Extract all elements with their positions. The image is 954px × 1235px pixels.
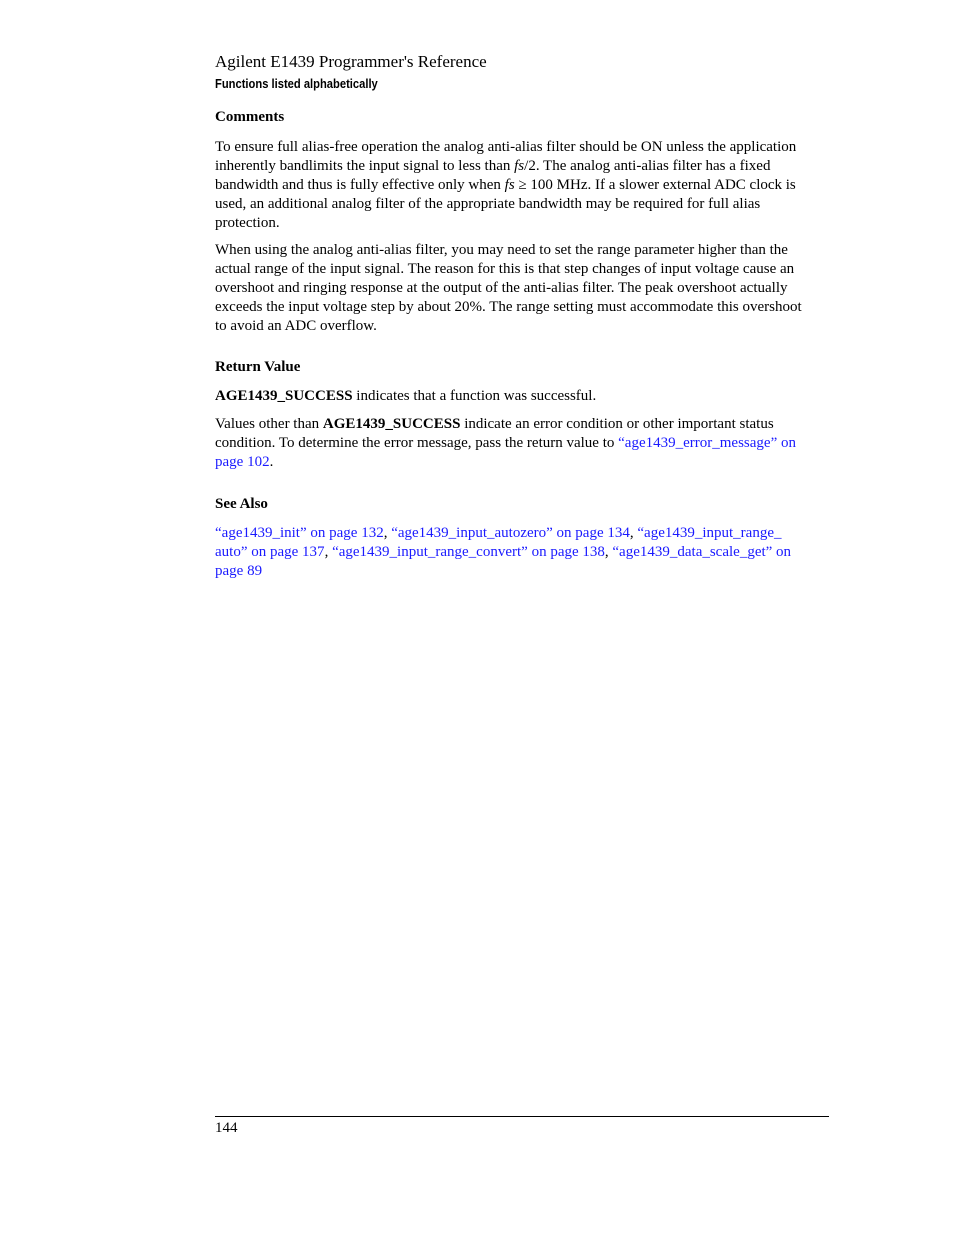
link-error-message-page[interactable]: page 102	[215, 454, 270, 470]
link-data-scale-get[interactable]: “age1439_data_scale_get” on	[612, 544, 792, 560]
see-also-heading: See Also	[215, 496, 268, 512]
footer-divider	[215, 1116, 829, 1117]
link-input-autozero[interactable]: “age1439_input_autozero” on page 134	[391, 525, 630, 541]
link-data-scale-get-page[interactable]: page 89	[215, 563, 263, 579]
comments-paragraph-1: To ensure full alias-free operation the analog anti-alias filter should be ON unless the application inherently bandlimits the input signal to less than fs/2. The analog anti-alias filter has a fixed bandwidth and thus is fully effective only when fs ≥ 100 MHz. If a slower external ADC clock is used, an additional analog filter of the appropriate bandwidth may be required for full alias protection.	[215, 139, 797, 231]
page-number: 144	[215, 1120, 238, 1136]
comments-paragraph-2: When using the analog anti-alias filter, you may need to set the range parameter higher than the actual range of the input signal. The reason for this is that step changes of input voltage cause an overshoot and ringing response at the output of the anti-alias filter. The peak overshoot actually exceeds the input voltage step by about 20%. The range setting must accommodate this overshoot to avoid an ADC overflow.	[215, 242, 802, 334]
return-value-heading: Return Value	[215, 359, 301, 375]
link-input-range-convert[interactable]: “age1439_input_range_convert” on page 138	[332, 544, 605, 560]
return-value-paragraph-1: AGE1439_SUCCESS indicates that a function was successful.	[215, 388, 597, 404]
running-header-title: Agilent E1439 Programmer's Reference	[215, 52, 487, 71]
running-header-subtitle: Functions listed alphabetically	[215, 76, 378, 91]
link-init[interactable]: “age1439_init” on page 132	[215, 525, 384, 541]
link-input-range-auto-page[interactable]: auto” on page 137	[215, 544, 325, 560]
link-input-range-auto[interactable]: “age1439_input_range_	[637, 525, 782, 541]
link-error-message[interactable]: “age1439_error_message” on	[618, 435, 796, 451]
return-value-paragraph-2: Values other than AGE1439_SUCCESS indicate an error condition or other important status condition. To determine the error message, pass the return value to “age1439_error_message” on page 102.	[215, 416, 796, 470]
comments-heading: Comments	[215, 109, 285, 125]
see-also-links: “age1439_init” on page 132, “age1439_input_autozero” on page 134, “age1439_input_range_ auto” on page 137, “age1439_input_range_convert” on page 138, “age1439_data_scale_get” on page 89	[215, 525, 792, 579]
